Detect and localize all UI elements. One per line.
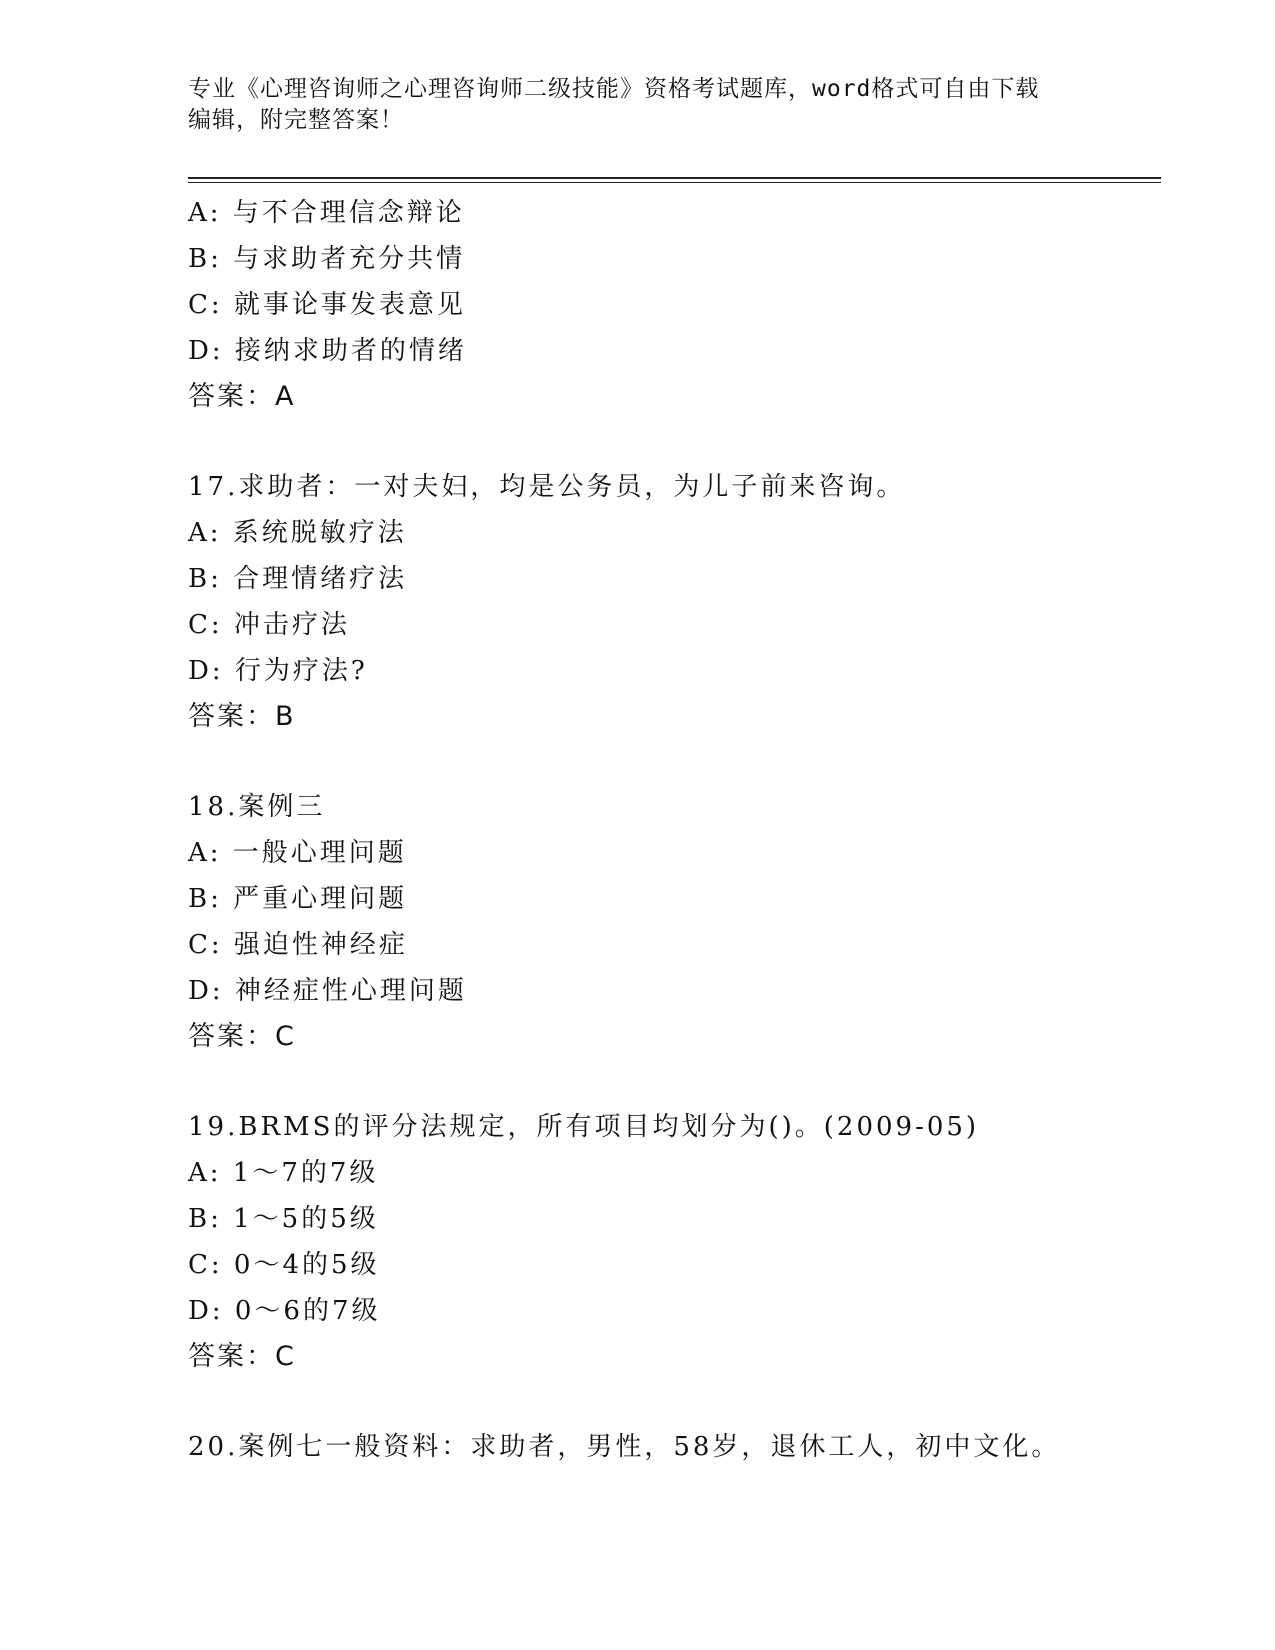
spacer bbox=[188, 1380, 1161, 1424]
option-c: C: 0～4的5级 bbox=[188, 1250, 380, 1280]
answer-text: 答案：B bbox=[188, 701, 296, 732]
question-text: 18.案例三 bbox=[188, 792, 326, 822]
option-b: B: 严重心理问题 bbox=[188, 884, 408, 914]
spacer bbox=[188, 1060, 1161, 1104]
header-divider-thick bbox=[188, 177, 1161, 179]
header-line-1: 专业《心理咨询师之心理咨询师二级技能》资格考试题库，word格式可自由下载 bbox=[188, 76, 1040, 102]
question-text: 20.案例七一般资料：求助者，男性，58岁，退休工人，初中文化。 bbox=[188, 1432, 1061, 1462]
option-b: B: 与求助者充分共情 bbox=[188, 244, 466, 274]
question-block bbox=[188, 464, 1161, 740]
spacer bbox=[188, 740, 1161, 784]
question-text: 17.求助者：一对夫妇，均是公务员，为儿子前来咨询。 bbox=[188, 472, 906, 502]
option-a: A: 系统脱敏疗法 bbox=[188, 518, 407, 548]
option-d: D: 行为疗法? bbox=[188, 656, 368, 686]
option-b: B: 1～5的5级 bbox=[188, 1204, 379, 1234]
question-block bbox=[188, 784, 1161, 1060]
option-c: C: 冲击疗法 bbox=[188, 610, 350, 640]
header-line-2: 编辑，附完整答案！ bbox=[188, 107, 404, 133]
answer-text: 答案：C bbox=[188, 1341, 296, 1372]
header-divider-thin bbox=[188, 182, 1161, 183]
question-block bbox=[188, 1424, 1161, 1470]
question-block bbox=[188, 190, 1161, 420]
question-text: 19.BRMS的评分法规定，所有项目均划分为()。(2009-05) bbox=[188, 1112, 980, 1142]
option-a: A: 与不合理信念辩论 bbox=[188, 198, 465, 228]
option-d: D: 0～6的7级 bbox=[188, 1296, 381, 1326]
option-a: A: 一般心理问题 bbox=[188, 838, 407, 868]
question-block bbox=[188, 1104, 1161, 1380]
option-a: A: 1～7的7级 bbox=[188, 1158, 379, 1188]
answer-text: 答案：C bbox=[188, 1021, 296, 1052]
option-d: D: 神经症性心理问题 bbox=[188, 976, 467, 1006]
question-list bbox=[188, 190, 1161, 1470]
spacer bbox=[188, 420, 1161, 464]
answer-text: 答案：A bbox=[188, 381, 296, 412]
option-c: C: 就事论事发表意见 bbox=[188, 290, 466, 320]
option-d: D: 接纳求助者的情绪 bbox=[188, 336, 467, 366]
option-b: B: 合理情绪疗法 bbox=[188, 564, 408, 594]
option-c: C: 强迫性神经症 bbox=[188, 930, 408, 960]
document-header bbox=[188, 74, 1068, 136]
